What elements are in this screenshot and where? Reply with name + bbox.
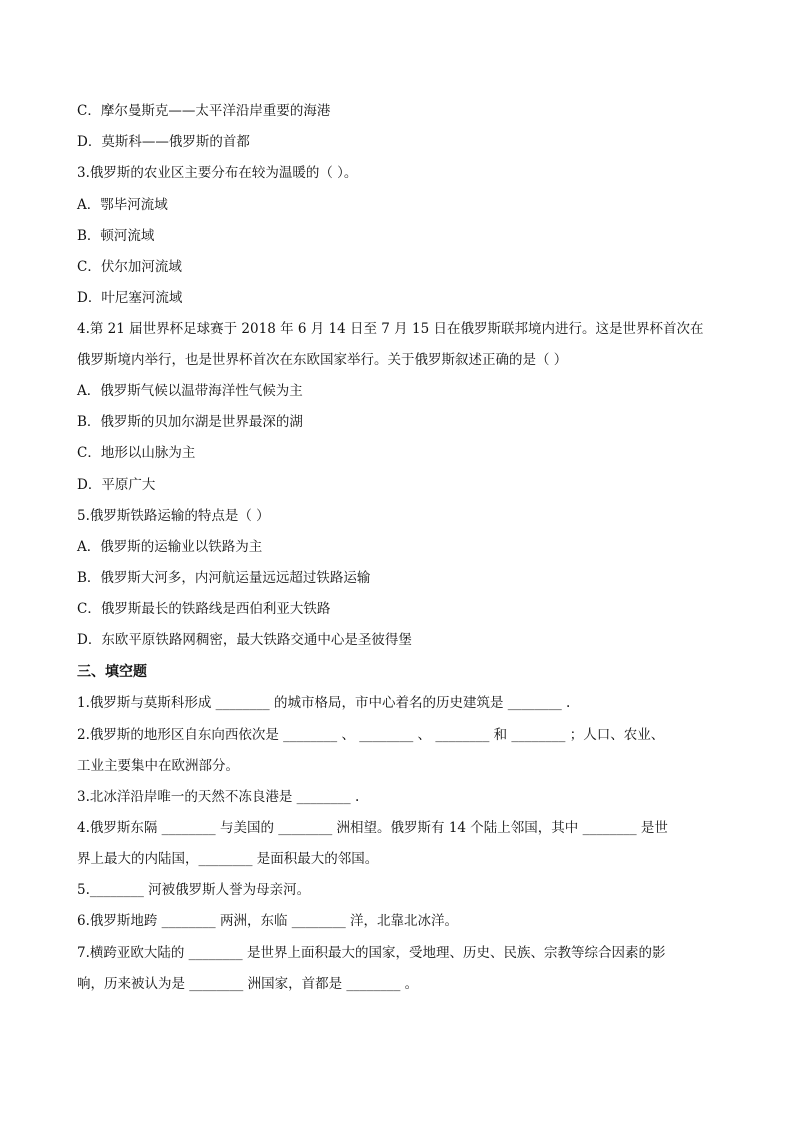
fill-question-4-line-2: 界上最大的内陆国，________ 是面积最大的邻国。	[77, 851, 379, 867]
section-heading-fill-in-blank: 三、填空题	[77, 664, 147, 680]
question-4-option-a: A．俄罗斯气候以温带海洋性气候为主	[77, 383, 303, 399]
fill-question-7-line-1: 7.横跨亚欧大陆的 ________ 是世界上面积最大的国家，受地理、历史、民族、宗教等综合因素的影	[77, 945, 666, 961]
question-5-option-c: C．俄罗斯最长的铁路线是西伯利亚大铁路	[77, 601, 331, 617]
fill-question-2-line-1: 2.俄罗斯的地形区自东向西依次是 ________ 、 ________ 、 ________ 和 ________ ；人口、农业、	[77, 727, 665, 743]
fill-question-4-line-1: 4.俄罗斯东隔 ________ 与美国的 ________ 洲相望。俄罗斯有 14 个陆上邻国，其中 ________ 是世	[77, 820, 668, 836]
question-4-stem-line-1: 4.第 21 届世界杯足球赛于 2018 年 6 月 14 日至 7 月 15 日在俄罗斯联邦境内进行。这是世界杯首次在	[77, 321, 704, 337]
question-3-option-a: A．鄂毕河流域	[77, 197, 168, 213]
fill-question-3: 3.北冰洋沿岸唯一的天然不冻良港是 ________ .	[77, 789, 360, 805]
question-3-option-c: C．伏尔加河流域	[77, 259, 182, 275]
question-5-option-b: B．俄罗斯大河多，内河航运量远远超过铁路运输	[77, 570, 371, 586]
question-4-option-c: C．地形以山脉为主	[77, 445, 196, 461]
question-2-option-d: D．莫斯科——俄罗斯的首都	[77, 134, 250, 150]
fill-question-7-line-2: 响，历来被认为是 ________ 洲国家，首都是 ________ 。	[77, 976, 419, 992]
question-4-option-d: D．平原广大	[77, 477, 156, 493]
question-2-option-c: C．摩尔曼斯克——太平洋沿岸重要的海港	[77, 103, 331, 119]
question-3-stem: 3.俄罗斯的农业区主要分布在较为温暖的（ ）。	[77, 165, 358, 181]
question-5-stem: 5.俄罗斯铁路运输的特点是（ ）	[77, 508, 270, 524]
question-5-option-a: A．俄罗斯的运输业以铁路为主	[77, 539, 263, 555]
question-5-option-d: D．东欧平原铁路网稠密，最大铁路交通中心是圣彼得堡	[77, 632, 412, 648]
question-3-option-d: D．叶尼塞河流域	[77, 290, 183, 306]
fill-question-2-line-2: 工业主要集中在欧洲部分。	[77, 758, 239, 774]
fill-question-5: 5.________ 河被俄罗斯人誉为母亲河。	[77, 882, 311, 898]
fill-question-1: 1.俄罗斯与莫斯科形成 ________ 的城市格局，市中心着名的历史建筑是 ________ .	[77, 695, 571, 711]
question-3-option-b: B．顿河流域	[77, 228, 155, 244]
fill-question-6: 6.俄罗斯地跨 ________ 两洲，东临 ________ 洋，北靠北冰洋。	[77, 913, 459, 929]
question-4-stem-line-2: 俄罗斯境内举行，也是世界杯首次在东欧国家举行。关于俄罗斯叙述正确的是（ ）	[77, 352, 568, 368]
question-4-option-b: B．俄罗斯的贝加尔湖是世界最深的湖	[77, 414, 303, 430]
